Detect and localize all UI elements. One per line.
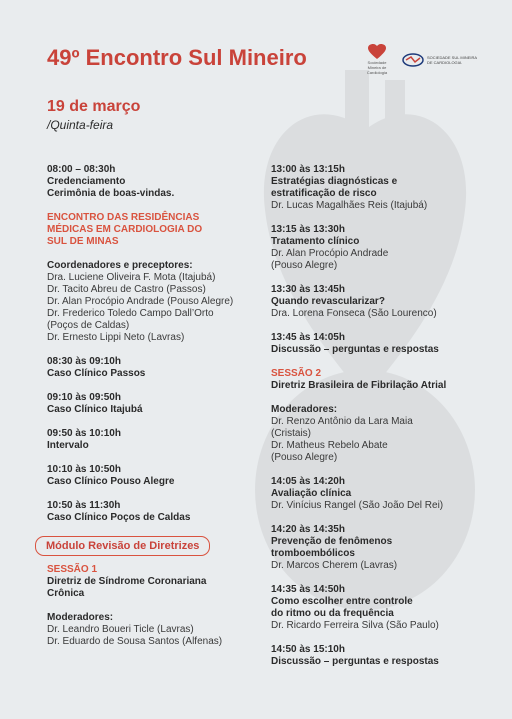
schedule-item [271, 584, 486, 632]
heart-logo-icon [368, 44, 386, 60]
ssmc-logo [402, 53, 479, 67]
schedule-right-column [271, 164, 486, 680]
schedule-item [47, 500, 262, 524]
item-speaker: Dr. Ricardo Ferreira Silva (São Paulo) [271, 620, 439, 631]
item-title: Estratégias diagnósticas e [271, 176, 398, 187]
item-speaker: Dra. Lorena Fonseca (São Lourenco) [271, 308, 437, 319]
item-time: 10:10 às 10:50h [47, 464, 121, 475]
event-weekday: /Quinta-feira [47, 118, 114, 132]
item-speaker: (Pouso Alegre) [271, 260, 338, 271]
schedule-item [47, 428, 262, 452]
coordinator: Dr. Frederico Toledo Campo Dall’Orto [47, 308, 214, 319]
item-title: Caso Clínico Poços de Caldas [47, 512, 191, 523]
section-heading-line: SUL DE MINAS [47, 236, 119, 247]
item-speaker: Dr. Lucas Magalhães Reis (Itajubá) [271, 200, 428, 211]
item-time: 14:35 às 14:50h [271, 584, 345, 595]
moderators-list [47, 612, 262, 648]
session-block [271, 368, 486, 392]
schedule-item [271, 224, 486, 272]
item-time: 14:05 às 14:20h [271, 476, 345, 487]
item-time: 10:50 às 11:30h [47, 500, 121, 511]
coordinator: (Poços de Caldas) [47, 320, 130, 331]
item-title: Caso Clínico Itajubá [47, 404, 143, 415]
moderator: Dr. Matheus Rebelo Abate [271, 440, 388, 451]
moderators-list [271, 404, 486, 464]
page-title: 49º Encontro Sul Mineiro [47, 45, 307, 70]
moderator: Dr. Renzo Antônio da Lara Maia [271, 416, 413, 427]
item-title: Prevenção de fenômenos [271, 536, 393, 547]
schedule-item [47, 464, 262, 488]
schedule-left-column [47, 164, 262, 660]
schedule-item [271, 332, 486, 356]
item-time: 08:30 às 09:10h [47, 356, 121, 367]
moderator: Dr. Eduardo de Sousa Santos (Alfenas) [47, 636, 223, 647]
item-title: Caso Clínico Pouso Alegre [47, 476, 175, 487]
smc-logo [362, 44, 392, 75]
item-speaker: Dr. Vinícius Rangel (São João Del Rei) [271, 500, 444, 511]
moderator: (Cristais) [271, 428, 311, 439]
coordinator: Dr. Ernesto Lippi Neto (Lavras) [47, 332, 185, 343]
item-title: estratificação de risco [271, 188, 377, 199]
schedule-item [271, 644, 486, 668]
item-title: tromboembólicos [271, 548, 355, 559]
item-time: 09:10 às 09:50h [47, 392, 121, 403]
schedule-item [271, 476, 486, 512]
schedule-item [47, 164, 262, 200]
session-block [47, 564, 262, 600]
item-time: 13:00 às 13:15h [271, 164, 345, 175]
coordinators-list [47, 260, 262, 344]
item-speaker: Dr. Marcos Cherem (Lavras) [271, 560, 398, 571]
item-title: Caso Clínico Passos [47, 368, 146, 379]
item-time: 13:15 às 13:30h [271, 224, 345, 235]
item-title: Avaliação clínica [271, 488, 352, 499]
moderator: (Pouso Alegre) [271, 452, 338, 463]
item-title: Intervalo [47, 440, 89, 451]
session-label: SESSÃO 1 [47, 564, 98, 575]
schedule-item [271, 164, 486, 212]
item-title: Tratamento clínico [271, 236, 360, 247]
item-title: do ritmo ou da frequência [271, 608, 394, 619]
session-title: Diretriz Brasileira de Fibrilação Atrial [271, 380, 447, 391]
item-time: 13:30 às 13:45h [271, 284, 345, 295]
schedule-item [47, 356, 262, 380]
item-speaker: Dr. Alan Procópio Andrade [271, 248, 389, 259]
item-title: Credenciamento [47, 176, 126, 187]
item-time: 14:50 às 15:10h [271, 644, 345, 655]
moderators-title: Moderadores: [47, 612, 114, 623]
logo1-text: Sociedade Mineira de Cardiologia [366, 60, 388, 75]
event-date: 19 de março [47, 98, 141, 115]
moderator: Dr. Leandro Boueri Ticle (Lavras) [47, 624, 194, 635]
coordinator: Dr. Tacito Abreu de Castro (Passos) [47, 284, 206, 295]
schedule-item [271, 524, 486, 572]
schedule-item [47, 392, 262, 416]
item-time: 09:50 às 10:10h [47, 428, 121, 439]
item-time: 14:20 às 14:35h [271, 524, 345, 535]
moderators-title: Moderadores: [271, 404, 338, 415]
item-title: Discussão – perguntas e respostas [271, 344, 439, 355]
item-title: Quando revascularizar? [271, 296, 385, 307]
schedule-item [271, 284, 486, 320]
coordinator: Dr. Alan Procópio Andrade (Pouso Alegre) [47, 296, 234, 307]
ssmc-emblem-icon [402, 53, 424, 67]
item-title: Discussão – perguntas e respostas [271, 656, 439, 667]
item-time: 13:45 às 14:05h [271, 332, 345, 343]
section-heading-line: MÉDICAS EM CARDIOLOGIA DO [47, 224, 203, 235]
logo2-text: SOCIEDADE SUL MINEIRA DE CARDIOLOGIA [427, 54, 477, 65]
item-time: 08:00 – 08:30h [47, 164, 116, 175]
coordinators-title: Coordenadores e preceptores: [47, 260, 193, 271]
item-subtitle: Cerimônia de boas-vindas. [47, 188, 175, 199]
session-title: Diretriz de Síndrome Coronariana [47, 576, 207, 587]
section-heading [47, 212, 262, 248]
session-title: Crônica [47, 588, 85, 599]
item-title: Como escolher entre controle [271, 596, 413, 607]
coordinator: Dra. Luciene Oliveira F. Mota (Itajubá) [47, 272, 216, 283]
module-badge: Módulo Revisão de Diretrizes [35, 536, 210, 556]
session-label: SESSÃO 2 [271, 368, 322, 379]
logos [362, 44, 479, 75]
section-heading-line: ENCONTRO DAS RESIDÊNCIAS [47, 212, 200, 223]
